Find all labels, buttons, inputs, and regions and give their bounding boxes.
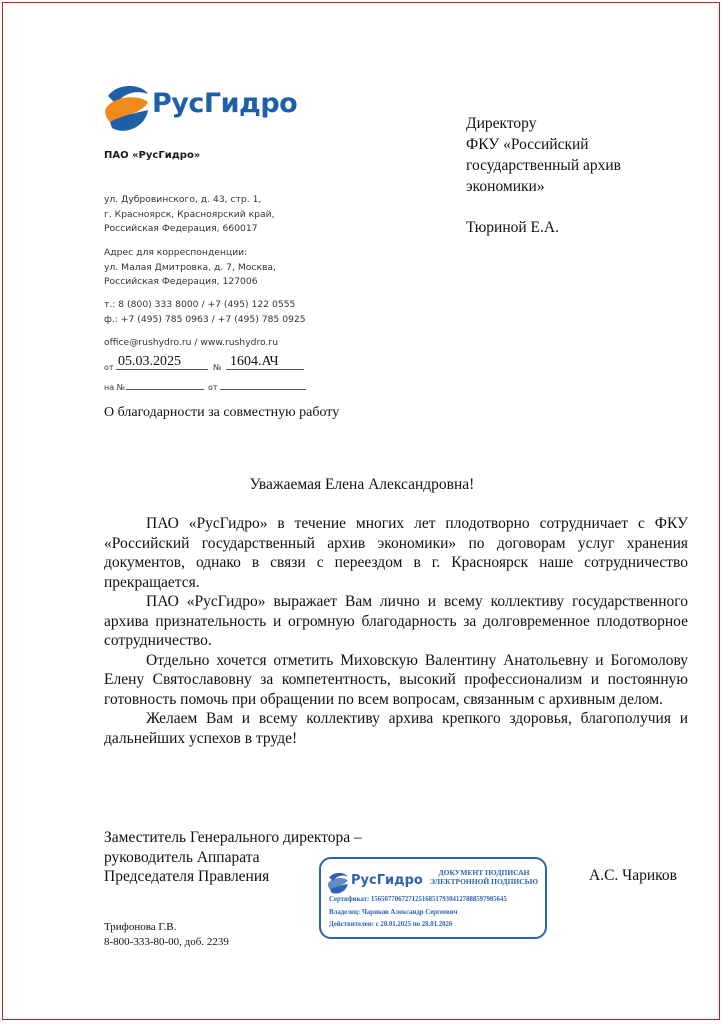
from-label: от	[104, 363, 114, 372]
outgoing-ref-row	[104, 356, 314, 372]
correspondence-block	[104, 246, 276, 290]
phone-line: т.: 8 (800) 333 8000 / +7 (495) 122 0555	[104, 299, 296, 310]
stamp-owner: Владелец: Чариков Александр Сергеевич	[329, 909, 458, 916]
letter-subject: О благодарности за совместную работу	[104, 405, 340, 420]
incoming-date-line	[220, 389, 306, 390]
addressee-line: экономики»	[466, 178, 545, 195]
logo-wordmark: РусГидро	[152, 88, 298, 119]
position-line: Заместитель Генерального директора –	[104, 829, 362, 846]
on-number-label: на №	[104, 383, 125, 392]
stamp-title-line: ДОКУМЕНТ ПОДПИСАН	[438, 868, 530, 877]
email-website: office@rushydro.ru / www.rushydro.ru	[104, 337, 279, 348]
outgoing-date: 05.03.2025	[118, 354, 181, 369]
body-paragraph: ПАО «РусГидро» в течение многих лет плодотворно сотрудничает с ФКУ «Российский государственный архив экономики» по договорам услуг хранения документов, однако в связи с переездом в г. Красноярск наше сотрудничество прекращается.	[104, 515, 688, 591]
addressee-line: государственный архив	[466, 157, 621, 174]
stamp-title	[425, 868, 543, 886]
number-label: №	[213, 363, 222, 372]
body-paragraph: Отдельно хочется отметить Миховскую Валентину Анатольевну и Богомолову Елену Святославовну за компетентность, высокий профессионализм и постоянную готовность помочь при обращении по всем вопросам, связанным с архивным делом.	[104, 651, 688, 708]
rushydro-emblem-icon	[104, 82, 150, 134]
incoming-ref-row	[104, 376, 314, 392]
performer-name: Трифонова Г.В.	[104, 921, 177, 933]
letter-body	[104, 514, 688, 748]
stamp-logo	[327, 871, 423, 893]
address-line: г. Красноярск, Красноярский край,	[104, 208, 275, 220]
performer-phone: 8-800-333-80-00, доб. 2239	[104, 936, 229, 948]
body-paragraph: ПАО «РусГидро» выражает Вам лично и всему коллективу государственного архива признательность и огромную благодарность за долговременное плодотворное сотрудничество.	[104, 593, 688, 649]
incoming-from-label: от	[208, 383, 218, 392]
address-line: ул. Дубровинского, д. 43, стр. 1,	[104, 194, 262, 205]
performer-block	[104, 920, 229, 950]
correspondence-line: Адрес для корреспонденции:	[104, 247, 248, 258]
addressee-line: ФКУ «Российский	[466, 136, 589, 153]
incoming-number-line	[126, 389, 204, 390]
correspondence-line: ул. Малая Дмитровка, д. 7, Москва,	[104, 261, 276, 273]
signer-name: А.С. Чариков	[589, 867, 677, 884]
rushydro-emblem-icon	[327, 871, 349, 895]
web-block	[104, 336, 278, 351]
addressee-block	[466, 113, 621, 238]
position-line: Председателя Правления	[104, 868, 270, 885]
outgoing-number: 1604.АЧ	[230, 354, 279, 369]
position-line: руководитель Аппарата	[104, 848, 260, 866]
addressee-name: Тюриной Е.А.	[466, 219, 559, 236]
stamp-certificate: Сертификат: 1565077067271251685179304127888597985645	[329, 896, 507, 903]
stamp-title-line: ЭЛЕКТРОННОЙ ПОДПИСЬЮ	[429, 877, 539, 886]
greeting: Уважаемая Елена Александровна!	[249, 476, 475, 493]
fax-line: ф.: +7 (495) 785 0963 / +7 (495) 785 0925	[104, 313, 306, 325]
address-block	[104, 193, 275, 237]
phone-block	[104, 298, 306, 327]
company-name: ПАО «РусГидро»	[104, 150, 201, 161]
rushydro-logo	[104, 82, 298, 134]
body-paragraph: Желаем Вам и всему коллективу архива крепкого здоровья, благополучия и дальнейших успехов в труде!	[104, 710, 688, 747]
correspondence-line: Российская Федерация, 127006	[104, 276, 258, 287]
stamp-validity: Действителен: с 28.01.2025 по 28.01.2026	[329, 921, 453, 928]
stamp-logo-wordmark: РусГидро	[351, 873, 423, 888]
addressee-line: Директору	[466, 115, 537, 132]
address-line: Российская Федерация, 660017	[104, 223, 258, 234]
e-signature-stamp	[319, 857, 547, 939]
